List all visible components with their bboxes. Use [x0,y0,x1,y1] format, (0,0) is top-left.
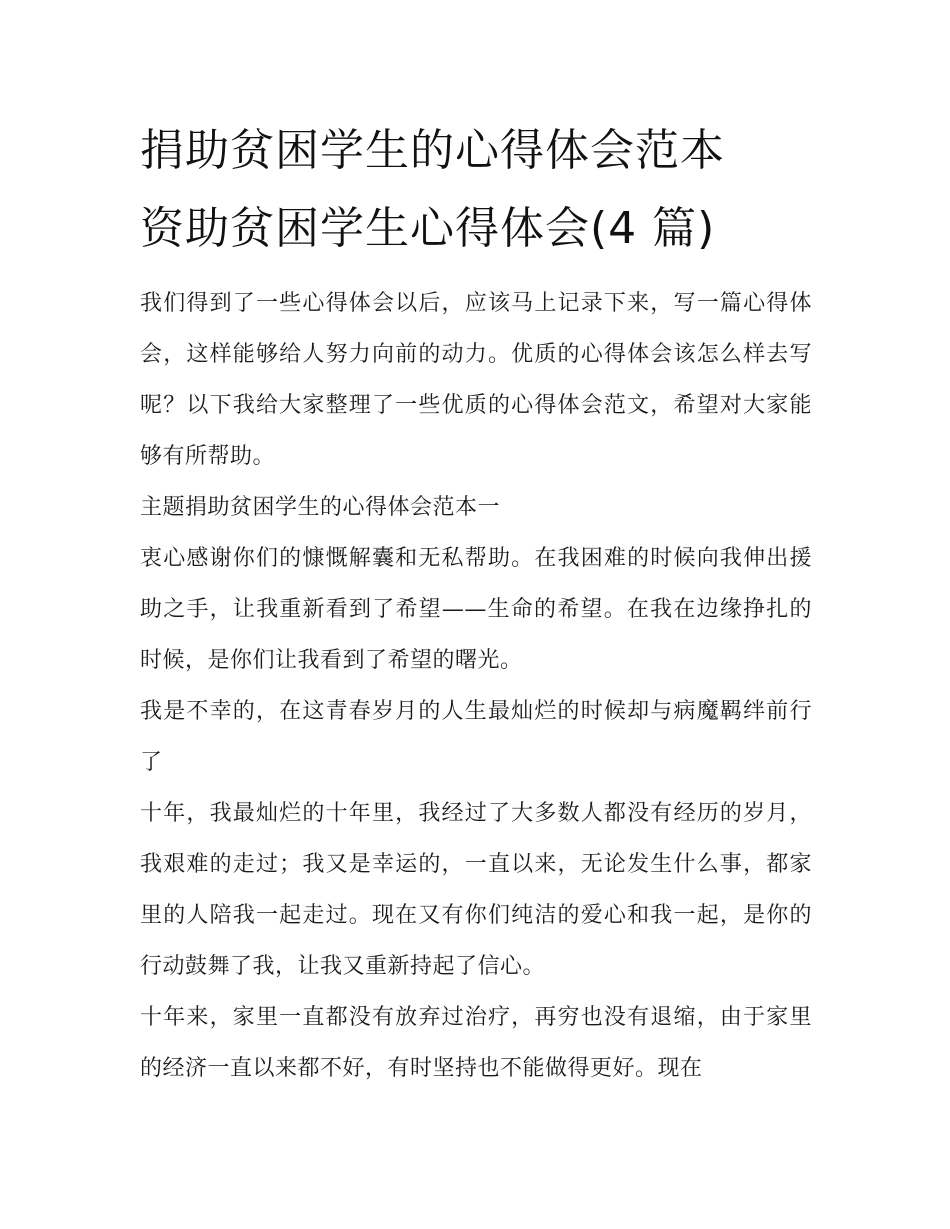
body-paragraph: 衷心感谢你们的慷慨解囊和无私帮助。在我困难的时候向我伸出援助之手，让我重新看到了希望——生命的希望。在我在边缘挣扎的时候，是你们让我看到了希望的曙光。 [140,546,812,673]
document-page [140,112,812,1094]
title-line: 资助贫困学生心得体会(4 篇) [140,203,716,254]
body-paragraph: 我是不幸的，在这青春岁月的人生最灿烂的时候却与病魔羁绊前行了 [140,699,812,775]
document-body [140,278,812,1094]
section-heading: 主题捐助贫困学生的心得体会范本一 [140,495,501,520]
body-paragraph: 十年来，家里一直都没有放弃过治疗，再穷也没有退缩，由于家里的经济一直以来都不好，有时坚持也不能做得更好。现在 [140,1005,812,1081]
body-paragraph: 十年，我最灿烂的十年里，我经过了大多数人都没有经历的岁月，我艰难的走过；我又是幸运的，一直以来，无论发生什么事，都家里的人陪我一起走过。现在又有你们纯洁的爱心和我一起，是你的行动鼓舞了我，让我又重新持起了信心。 [140,801,812,979]
document-title [140,112,812,268]
title-line: 捐助贫困学生的心得体会范本 [140,125,725,176]
intro-paragraph: 我们得到了一些心得体会以后，应该马上记录下来，写一篇心得体会，这样能够给人努力向前的动力。优质的心得体会该怎么样去写呢？以下我给大家整理了一些优质的心得体会范文，希望对大家能够有所帮助。 [140,291,812,469]
